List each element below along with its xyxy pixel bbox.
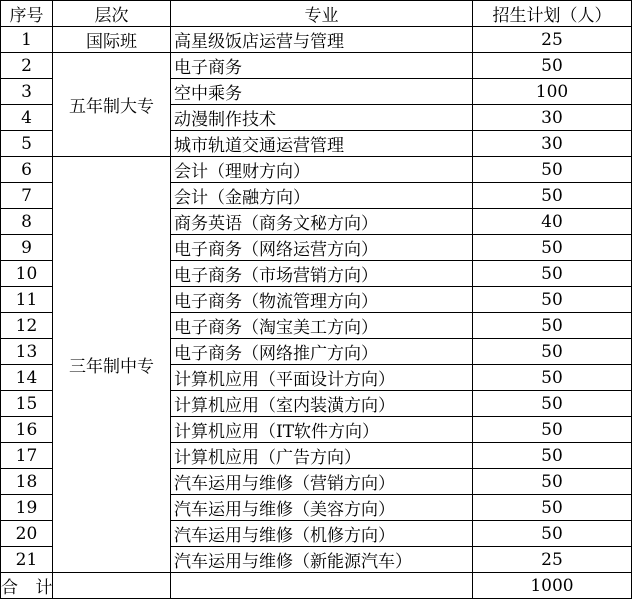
row-major: 动漫制作技术 [171,105,473,131]
row-index: 6 [1,157,53,183]
row-major: 电子商务（市场营销方向） [171,261,473,287]
table-row [1,157,632,183]
row-index: 4 [1,105,53,131]
row-index: 5 [1,131,53,157]
row-quota: 50 [473,443,632,469]
row-major: 汽车运用与维修（营销方向） [171,469,473,495]
row-major: 电子商务 [171,53,473,79]
total-label: 合 计 [1,573,53,599]
row-quota: 50 [473,313,632,339]
row-quota: 50 [473,183,632,209]
header-quota: 招生计划（人） [473,1,632,27]
row-index: 15 [1,391,53,417]
row-quota: 50 [473,521,632,547]
row-quota: 50 [473,339,632,365]
row-major: 汽车运用与维修（新能源汽车） [171,547,473,573]
row-index: 21 [1,547,53,573]
row-index: 20 [1,521,53,547]
row-major: 空中乘务 [171,79,473,105]
table-row [1,27,632,53]
row-major: 会计（金融方向） [171,183,473,209]
row-major: 汽车运用与维修（机修方向） [171,521,473,547]
level-three-year-secondary: 三年制中专 [53,157,171,573]
row-major: 计算机应用（广告方向） [171,443,473,469]
total-quota: 1000 [473,573,632,599]
row-major: 电子商务（网络运营方向） [171,235,473,261]
row-major: 商务英语（商务文秘方向） [171,209,473,235]
header-major: 专业 [171,1,473,27]
row-quota: 50 [473,469,632,495]
row-index: 16 [1,417,53,443]
total-row [1,573,632,599]
row-index: 12 [1,313,53,339]
level-five-year-college: 五年制大专 [53,53,171,157]
row-major: 电子商务（淘宝美工方向） [171,313,473,339]
row-index: 13 [1,339,53,365]
row-major: 汽车运用与维修（美容方向） [171,495,473,521]
row-index: 2 [1,53,53,79]
row-major: 电子商务（网络推广方向） [171,339,473,365]
row-index: 10 [1,261,53,287]
row-major: 计算机应用（IT软件方向） [171,417,473,443]
row-quota: 25 [473,27,632,53]
total-major-empty [171,573,473,599]
row-quota: 50 [473,53,632,79]
row-index: 19 [1,495,53,521]
row-quota: 30 [473,105,632,131]
header-level: 层次 [53,1,171,27]
row-major: 计算机应用（室内装潢方向） [171,391,473,417]
row-quota: 50 [473,391,632,417]
table-row [1,53,632,79]
row-quota: 50 [473,365,632,391]
header-index: 序号 [1,1,53,27]
row-index: 9 [1,235,53,261]
row-index: 1 [1,27,53,53]
row-major: 电子商务（物流管理方向） [171,287,473,313]
row-quota: 50 [473,417,632,443]
row-index: 18 [1,469,53,495]
row-index: 17 [1,443,53,469]
row-quota: 50 [473,235,632,261]
row-major: 计算机应用（平面设计方向） [171,365,473,391]
row-quota: 25 [473,547,632,573]
row-major: 高星级饭店运营与管理 [171,27,473,53]
row-major: 会计（理财方向） [171,157,473,183]
row-quota: 50 [473,261,632,287]
row-quota: 50 [473,157,632,183]
total-level-empty [53,573,171,599]
header-row [1,1,632,27]
row-index: 14 [1,365,53,391]
row-quota: 50 [473,287,632,313]
row-index: 3 [1,79,53,105]
row-quota: 30 [473,131,632,157]
row-index: 11 [1,287,53,313]
row-quota: 100 [473,79,632,105]
row-index: 8 [1,209,53,235]
row-quota: 50 [473,495,632,521]
row-index: 7 [1,183,53,209]
level-international: 国际班 [53,27,171,53]
row-quota: 40 [473,209,632,235]
row-major: 城市轨道交通运营管理 [171,131,473,157]
